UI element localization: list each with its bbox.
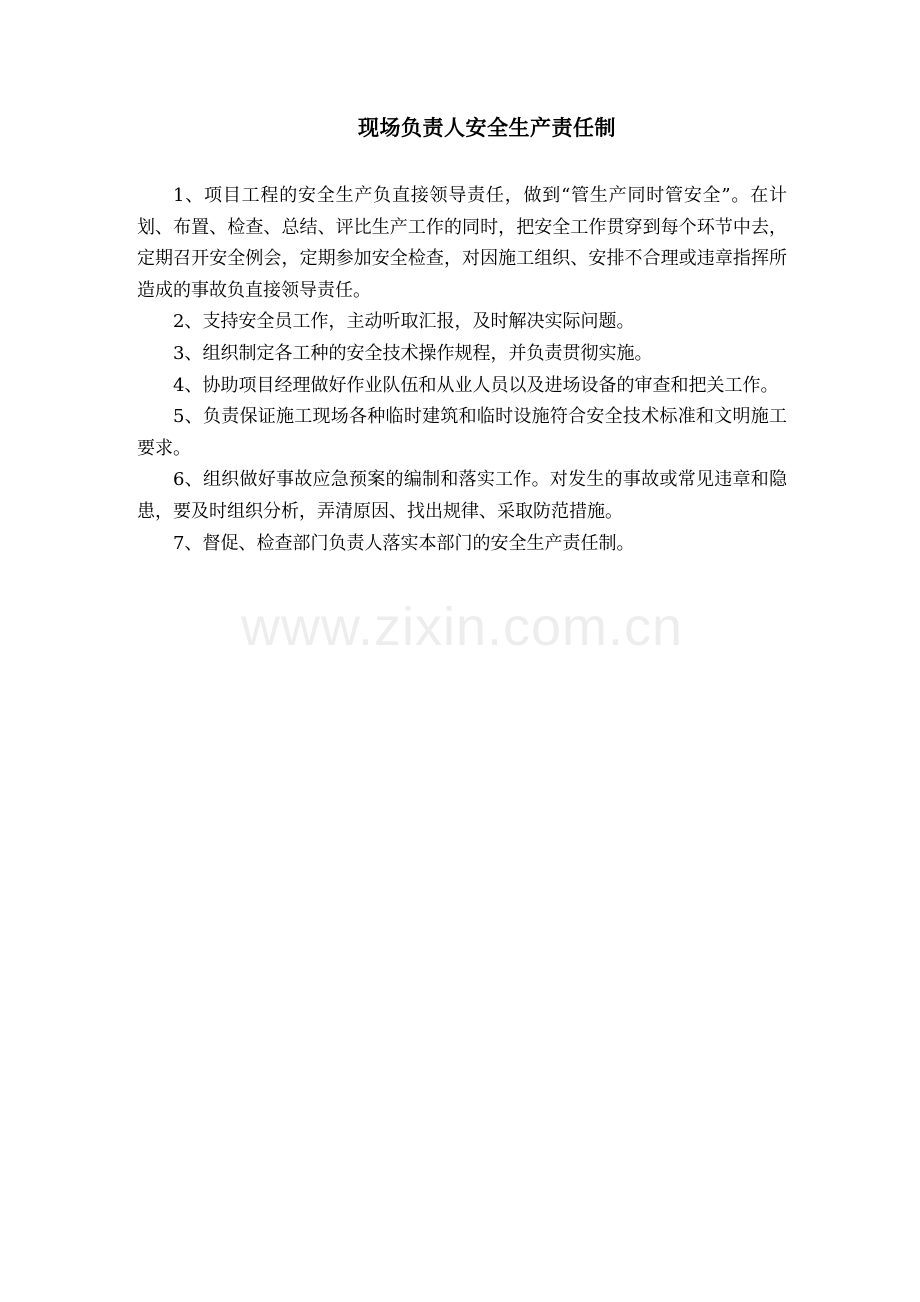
paragraph-3: 3、组织制定各工种的安全技术操作规程，并负责贯彻实施。 <box>173 342 653 364</box>
document-body <box>137 180 787 559</box>
paragraph-2: 2、支持安全员工作，主动听取汇报，及时解决实际问题。 <box>173 311 635 333</box>
watermark: www.zixin.com.cn <box>240 597 684 657</box>
paragraph-1: 1、项目工程的安全生产负直接领导责任，做到“管生产同时管安全”。在计划、布置、检查、总结、评比生产工作的同时，把安全工作贯穿到每个环节中去，定期召开安全例会，定期参加安全检查，对因施工组织、安排不合理或违章指挥所造成的事故负直接领导责任。 <box>137 185 787 301</box>
paragraph-4: 4、协助项目经理做好作业队伍和从业人员以及进场设备的审查和把关工作。 <box>173 374 779 396</box>
paragraph-5: 5、负责保证施工现场各种临时建筑和临时设施符合安全技术标准和文明施工要求。 <box>137 406 787 459</box>
document-title: 现场负责人安全生产责任制 <box>358 115 616 140</box>
paragraph-6: 6、组织做好事故应急预案的编制和落实工作。对发生的事故或常见违章和隐患，要及时组织分析，弄清原因、找出规律、采取防范措施。 <box>137 469 787 522</box>
paragraph-7: 7、督促、检查部门负责人落实本部门的安全生产责任制。 <box>173 532 635 554</box>
